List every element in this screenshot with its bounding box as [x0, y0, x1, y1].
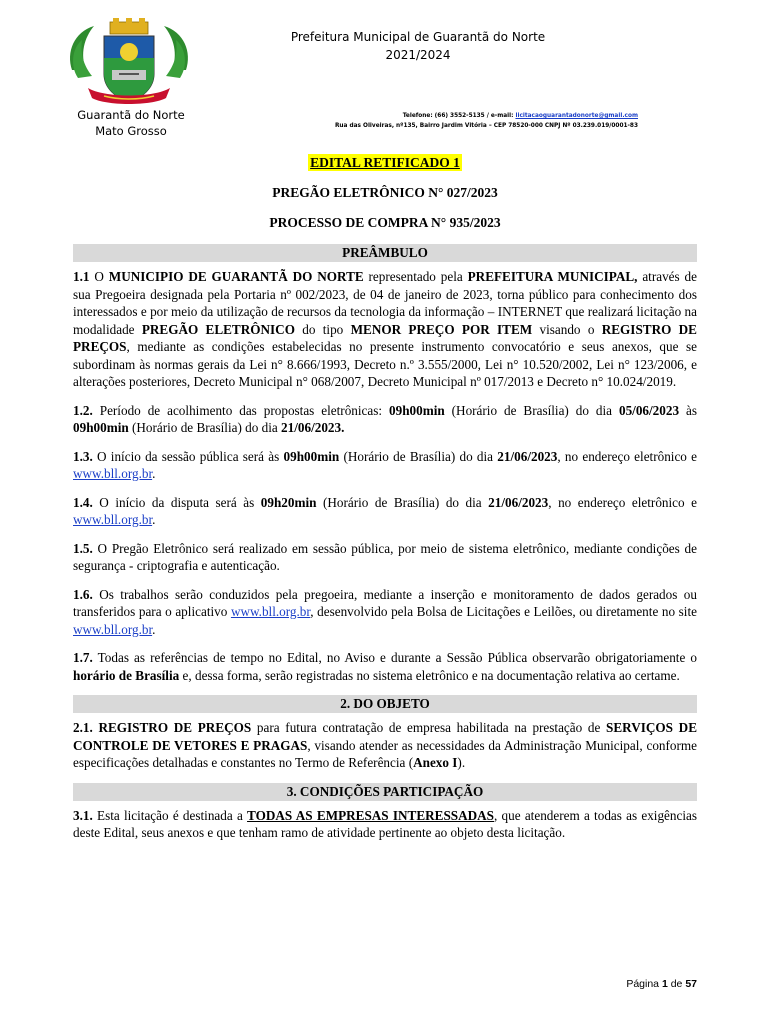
header-title — [250, 28, 586, 64]
bll-link[interactable]: www.bll.org.br — [230, 604, 311, 619]
section-heading-objeto: 2. DO OBJETO — [73, 695, 697, 713]
contact-line — [298, 111, 638, 121]
term-years: 2021/2024 — [385, 48, 451, 62]
contact-address: Rua das Oliveiras, nº135, Bairro Jardim Vitória – CEP 78520-000 CNPJ Nº 03.239.019/0001-83 — [334, 123, 638, 129]
header-contact — [298, 111, 638, 131]
section-heading-participacao: 3. CONDIÇÕES PARTICIPAÇÃO — [73, 783, 697, 801]
paragraph-3-1: 3.1. Esta licitação é destinada a TODAS AS EMPRESAS INTERESSADAS, que atenderem a todas as exigências deste Edital, seus anexos e que tenham ramo de atividade pertinente ao objeto desta licitação. — [73, 807, 697, 840]
section-heading-preambulo: PREÂMBULO — [73, 244, 697, 262]
state-name: Mato Grosso — [95, 124, 167, 138]
municipality-name: Guarantã do Norte — [77, 108, 185, 122]
paragraph-1-1: 1.1 O MUNICIPIO DE GUARANTÃ DO NORTE representado pela PREFEITURA MUNICIPAL, através de sua Pregoeira designada pela Portaria nº 002/2023, de 04 de janeiro de 2023, torna público para conhecimento dos interessados e por meio da utilização de recursos da tecnologia da informação – INTERNET que realizará licitação na modalidade PREGÃO ELETRÔNICO do tipo MENOR PREÇO POR ITEM visando o REGISTRO DE PREÇOS, mediante as condições estabelecidas no presente instrumento convocatório e seus anexos, que se subordinam às normas gerais da Lei n° 8.666/1993, Decreto n.º 3.555/2000, Lei n° 10.520/2002, Lei n° 123/2006, e alterações posteriores, Decreto Municipal n° 068/2007, Decreto Municipal nº 017/2013 e Decreto n° 10.024/2019. — [73, 269, 697, 389]
pregao-title: PREGÃO ELETRÔNICO N° 027/2023 — [272, 185, 498, 200]
municipality-label — [60, 107, 202, 139]
paragraph-1-4: 1.4. O início da disputa será às 09h20min (Horário de Brasília) do dia 21/06/2023, no endereço eletrônico e www.bll.org.br. — [73, 494, 697, 527]
contact-phone: Telefone: (66) 3552-5135 / e-mail: — [402, 113, 516, 119]
bll-link[interactable]: www.bll.org.br — [73, 621, 153, 637]
paragraph-1-6: 1.6. Os trabalhos serão conduzidos pela pregoeira, mediante a inserção e monitoramento de dados gerados ou transferidos para o aplicativo www.bll.org.br, desenvolvido pela Bolsa de Licitações e Leilões, ou diretamente no site www.bll.org.br. — [73, 586, 697, 637]
paragraph-1-5: 1.5. O Pregão Eletrônico será realizado em sessão pública, por meio de sistema eletrônico, mediante condições de segurança - criptografia e autenticação. — [73, 540, 697, 573]
page-number: Página 1 de 57 — [626, 978, 697, 990]
edital-retificado-title: EDITAL RETIFICADO 1 — [310, 155, 460, 170]
bll-link[interactable]: www.bll.org.br — [73, 512, 153, 527]
processo-title: PROCESSO DE COMPRA N° 935/2023 — [269, 215, 501, 230]
paragraph-1-7: 1.7. Todas as referências de tempo no Edital, no Aviso e durante a Sessão Pública observarão obrigatoriamente o horário de Brasília e, dessa forma, serão registradas no sistema eletrônico e na documentação relativa ao certame. — [73, 650, 697, 683]
document-body — [73, 244, 697, 853]
org-title: Prefeitura Municipal de Guarantã do Norte — [290, 30, 546, 44]
contact-email-link[interactable]: licitacaoguarantadonorte@gmail.com — [515, 113, 638, 119]
paragraph-1-3: 1.3. O início da sessão pública será às 09h00min (Horário de Brasília) do dia 21/06/2023, no endereço eletrônico e www.bll.org.br. — [73, 448, 698, 481]
paragraph-1-2: 1.2. Período de acolhimento das propostas eletrônicas: 09h00min (Horário de Brasília) do dia 05/06/2023 às 09h00min (Horário de Brasília) do dia 21/06/2023. — [73, 402, 697, 435]
municipal-crest-icon — [64, 18, 194, 110]
bll-link[interactable]: www.bll.org.br — [73, 466, 153, 481]
paragraph-2-1: 2.1. REGISTRO DE PREÇOS para futura contratação de empresa habilitada na prestação de SERVIÇOS DE CONTROLE DE VETORES E PRAGAS, visando atender as necessidades da Administração Municipal, conforme especificações detalhadas e constantes no Termo de Referência (Anexo I). — [73, 720, 697, 770]
